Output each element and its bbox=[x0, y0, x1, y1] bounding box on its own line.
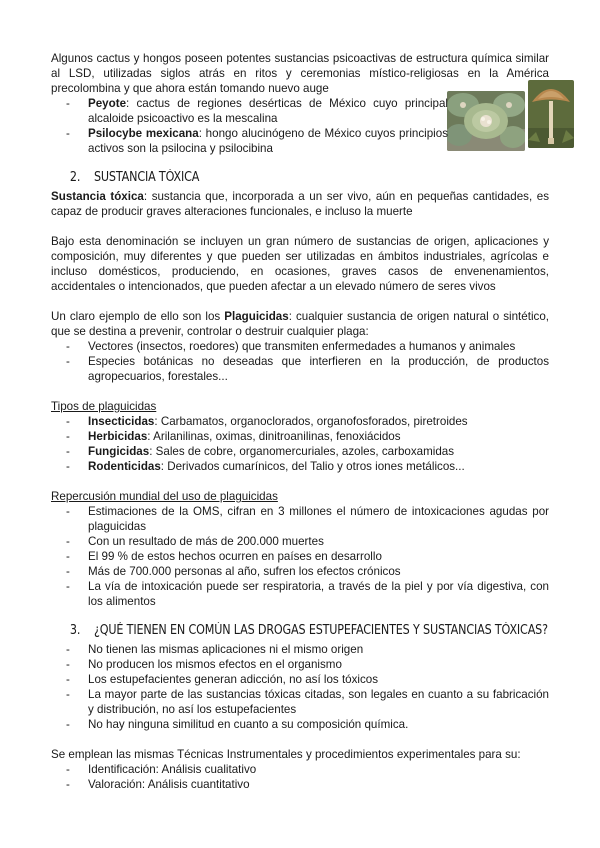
list-item: - La vía de intoxicación puede ser respiratoria, a través de la piel y por vía digestiva, con los alimentos bbox=[51, 579, 549, 609]
list-item: - Especies botánicas no deseadas que interfieren en la producción, de productos agropecuarios, forestales... bbox=[51, 354, 549, 384]
list-item: - Estimaciones de la OMS, cifran en 3 millones el número de intoxicaciones agudas por plaguicidas bbox=[51, 504, 549, 534]
list-item: - Peyote: cactus de regiones desérticas de México cuyo principal alcaloide psicoactivo es la mescalina bbox=[51, 96, 448, 126]
list-item: - Vectores (insectos, roedores) que transmiten enfermedades a humanos y animales bbox=[51, 339, 549, 354]
list-item: - Identificación: Análisis cualitativo bbox=[51, 762, 549, 777]
list-item: - No producen los mismos efectos en el organismo bbox=[51, 657, 549, 672]
global-impact-heading: Repercusión mundial del uso de plaguicidas bbox=[51, 490, 278, 503]
closing-list bbox=[51, 762, 549, 792]
list-item: - No hay ninguna similitud en cuanto a su composición química. bbox=[51, 717, 549, 732]
list-item: - Herbicidas: Arilanilinas, oximas, dinitroanilinas, fenoxiácidos bbox=[51, 429, 549, 444]
list-item: - Más de 700.000 personas al año, sufren los efectos crónicos bbox=[51, 564, 549, 579]
list-item: - La mayor parte de las sustancias tóxicas citadas, son legales en cuanto a su fabricación y distribución, no así los estupefacientes bbox=[51, 687, 549, 717]
pesticide-types-heading: Tipos de plaguicidas bbox=[51, 400, 157, 413]
list-item: - Valoración: Análisis cuantitativo bbox=[51, 777, 549, 792]
global-impact-list bbox=[51, 504, 549, 609]
closing-paragraph: Se emplean las mismas Técnicas Instrumentales y procedimientos experimentales para su: bbox=[51, 748, 521, 761]
section-2-heading: 2. SUSTANCIA TÓXICA bbox=[69, 170, 200, 185]
pesticide-types-list bbox=[51, 414, 549, 474]
intro-list bbox=[51, 96, 549, 156]
list-item: - Psilocybe mexicana: hongo alucinógeno de México cuyos principios activos son la psilocina y psilocibina bbox=[51, 126, 448, 156]
toxic-definition: Sustancia tóxica: sustancia que, incorporada a un ser vivo, aún en pequeñas cantidades, es capaz de producir graves alteraciones funcionales, e incluso la muerte bbox=[51, 190, 549, 218]
section-2-paragraph: Bajo esta denominación se incluyen un gran número de sustancias de origen, aplicaciones y composición, muy diferentes y que pueden ser utilizadas en ámbitos industriales, agrícolas e incluso domésticos, produciendo, en ocasiones, graves casos de envenenamientos, accidentales o intencionados, que pueden afectar a un elevado número de seres vivos bbox=[51, 235, 549, 293]
pesticides-list bbox=[51, 339, 549, 384]
list-item: - Fungicidas: Sales de cobre, organomercuriales, azoles, carboxamidas bbox=[51, 444, 549, 459]
list-item: - No tienen las mismas aplicaciones ni el mismo origen bbox=[51, 642, 549, 657]
pesticides-paragraph: Un claro ejemplo de ello son los Plaguicidas: cualquier sustancia de origen natural o sintético, que se destina a prevenir, controlar o destruir cualquier plaga: bbox=[51, 310, 549, 338]
list-item: - El 99 % de estos hechos ocurren en países en desarrollo bbox=[51, 549, 549, 564]
document-body bbox=[51, 51, 549, 792]
intro-paragraph: Algunos cactus y hongos poseen potentes sustancias psicoactivas de estructura química similar al LSD, utilizadas siglos atrás en ritos y ceremonias místico-religiosas en la América precolombina y que ahora están tomando nuevo auge bbox=[51, 52, 549, 95]
list-item: - Con un resultado de más de 200.000 muertes bbox=[51, 534, 549, 549]
list-item: - Los estupefacientes generan adicción, no así los tóxicos bbox=[51, 672, 549, 687]
section-3-list bbox=[51, 642, 549, 732]
list-item: - Rodenticidas: Derivados cumarínicos, del Talio y otros iones metálicos... bbox=[51, 459, 549, 474]
section-3-heading: 3. ¿QUÉ TIENEN EN COMÚN LAS DROGAS ESTUPEFACIENTES Y SUSTANCIAS TÓXICAS? bbox=[69, 623, 548, 638]
list-item: - Insecticidas: Carbamatos, organoclorados, organofosforados, piretroides bbox=[51, 414, 549, 429]
